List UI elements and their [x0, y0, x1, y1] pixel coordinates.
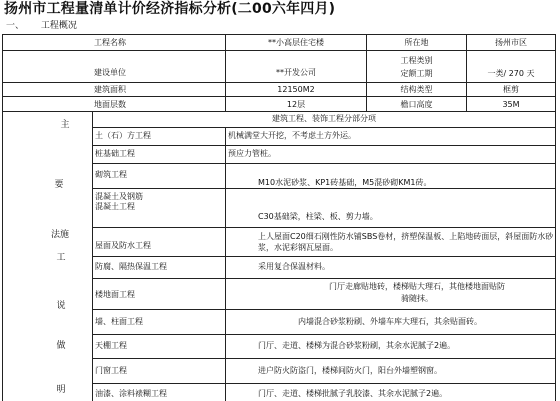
location-label: 所在地 — [404, 38, 429, 47]
row-desc-10: 门厅、走道、楼梯批腻子乳胶漆、其余水泥腻子2遍。 — [258, 389, 448, 398]
row-desc-4: 上人屋面C20细石刚性防水铺SBS卷材，挤塑保温板、上陷地砖面层，斜屋面防水砂浆，水泥彩钢瓦屋面。 — [258, 232, 554, 252]
side-label-yao: 要 — [54, 180, 64, 190]
row-desc-6: 门厅走廊贴地砖，楼梯贴大理石，其他楼地面贴防 骑随抹。 — [329, 282, 505, 303]
builder-label: 建设单位 — [94, 68, 126, 77]
side-label-zhu: 主 — [60, 120, 70, 130]
row-item-3: 混凝土及钢筋 混凝土工程 — [95, 192, 143, 211]
row-desc-7: 内墙混合砂浆粉刷、外墙车库大理石，其余贴面砖。 — [298, 317, 482, 326]
side-label-fashi: 法施 — [50, 230, 69, 240]
floors-value: 12层 — [286, 100, 306, 109]
section-label: 工程概况 — [40, 21, 77, 31]
document-title: 扬州市工程量清单计价经济指标分析(二00六年四月) — [4, 1, 336, 17]
row-item-2: 砌筑工程 — [95, 170, 127, 179]
row-desc-3: C30基础梁，柱梁、板、剪力墙。 — [258, 212, 378, 221]
side-label-gong: 工 — [56, 253, 66, 263]
row-item-0: 土（石）方工程 — [95, 131, 151, 140]
row-desc-8: 门厅、走道、楼梯为混合砂浆粉刷，其余水泥腻子2遍。 — [258, 341, 456, 350]
row-item-10: 油漆、涂料裱糊工程 — [95, 389, 167, 398]
area-label: 建筑面积 — [94, 85, 126, 94]
row-desc-0: 机械满堂大开挖，不考虑土方外运。 — [228, 131, 356, 140]
row-item-4: 屋面及防水工程 — [95, 241, 151, 250]
category-value: 一类/ 270 天 — [487, 69, 535, 78]
side-label-zuo: 做 — [56, 341, 66, 351]
structure-value: 框剪 — [503, 85, 519, 94]
structure-label: 结构类型 — [400, 85, 433, 94]
row-item-7: 墙、柱面工程 — [95, 317, 143, 326]
area-value: 12150M2 — [277, 85, 315, 94]
row-item-9: 门窗工程 — [95, 366, 127, 375]
row-desc-2: M10水泥砂浆、KP1砖基础，M5混砂砌KM1砖。 — [258, 178, 432, 187]
section-heading — [6, 20, 77, 32]
eave-value: 35M — [502, 100, 520, 109]
row-item-1: 桩基础工程 — [95, 149, 135, 158]
row-item-6: 楼地面工程 — [95, 290, 135, 299]
category-label: 工程类别 — [400, 56, 433, 65]
project-name-value: **小高层住宅楼 — [268, 38, 324, 47]
floors-label: 地面层数 — [94, 100, 126, 109]
location-value: 扬州市区 — [495, 38, 527, 47]
row-desc-5: 采用复合保温材料。 — [258, 262, 330, 271]
row-desc-9: 进户防火防盗门，楼梯间防火门，阳台外墙塑钢窗。 — [258, 366, 442, 375]
row-desc-1: 预应力管桩。 — [228, 149, 276, 158]
duration-label: 定额工期 — [400, 69, 433, 78]
section-number: 一、 — [6, 21, 25, 31]
section-header-cell: 建筑工程、装饰工程分部分项 — [272, 114, 376, 123]
row-item-5: 防腐、隔热保温工程 — [95, 262, 167, 271]
builder-value: **开发公司 — [276, 68, 316, 77]
side-label-ming: 明 — [56, 385, 66, 395]
side-label-shuo: 说 — [56, 301, 66, 311]
row-item-8: 天棚工程 — [95, 341, 127, 350]
eave-label: 檐口高度 — [400, 100, 433, 109]
project-name-label: 工程名称 — [94, 38, 126, 47]
